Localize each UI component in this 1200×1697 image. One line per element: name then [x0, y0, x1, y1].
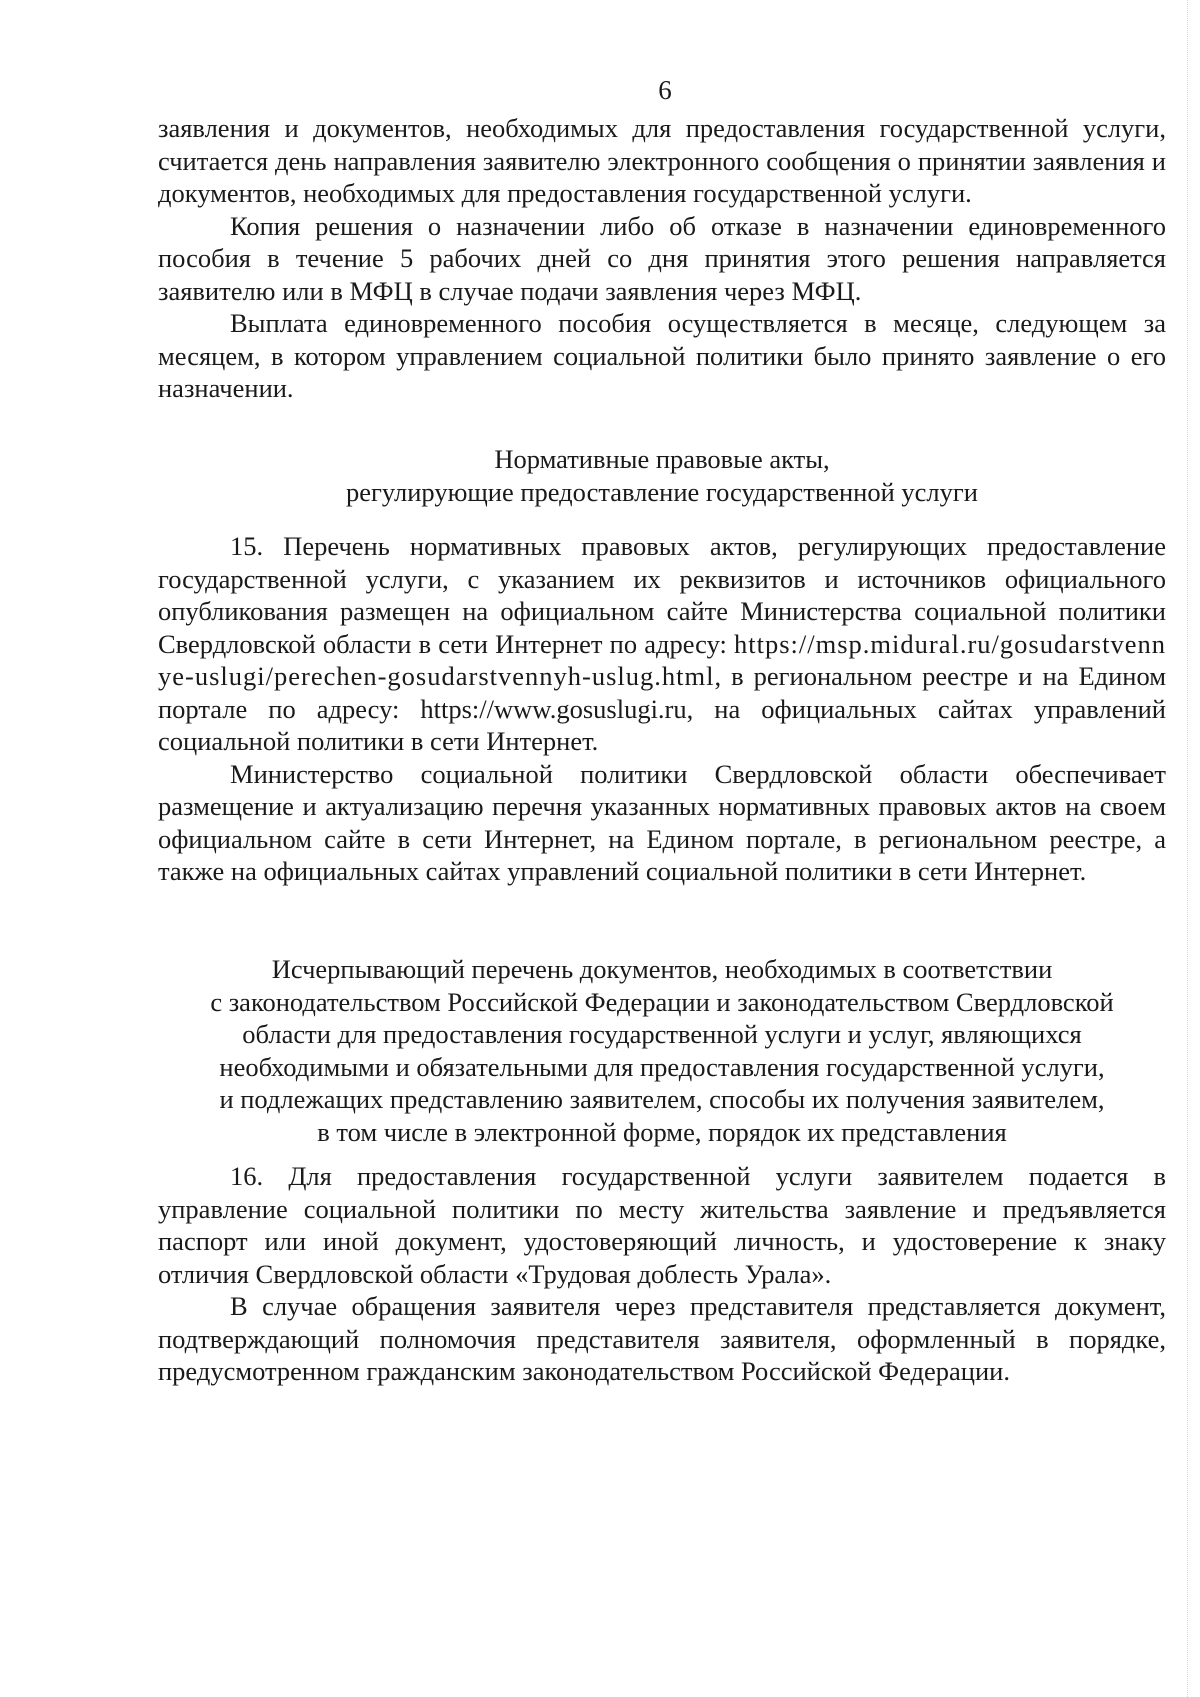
- section-required-documents: [158, 1160, 1166, 1388]
- heading-required-documents-line-1: Исчерпывающий перечень документов, необходимых в соответствии: [271, 954, 1053, 984]
- heading-required-documents-line-6: в том числе в электронной форме, порядок их представления: [317, 1116, 1007, 1147]
- page-number: 6: [658, 75, 672, 105]
- paragraph-application-date: заявления и документов, необходимых для предоставления государственной услуги, считается день направления заявителю электронного сообщения о принятии заявления и документов, необходимых для предоставления государственной услуги.: [158, 113, 1166, 208]
- heading-legal-acts-line-1: Нормативные правовые акты,: [494, 444, 830, 474]
- paragraph-16: 16. Для предоставления государственной услуги заявителем подается в управление социальной политики по месту жительства заявление и предъявляется паспорт или иной документ, удостоверяющий личность, и удостоверение к знаку отличия Свердловской области «Трудовая доблесть Урала».: [158, 1161, 1166, 1289]
- heading-legal-acts: [158, 443, 1166, 508]
- heading-required-documents-line-2: с законодательством Российской Федерации и законодательством Свердловской: [210, 986, 1114, 1017]
- paragraph-15-text-a: 15. Перечень нормативных правовых актов, регулирующих предоставление государственной услуги, с указанием их реквизитов и источников официального опубликования размещен на официальном сайте Министерства социальной политики Свердловской области в сети Интернет по адресу:: [158, 531, 1166, 659]
- paragraph-15-text-b: , в региональном реестре и на Едином портале по адресу: https://www.gosuslugi.ru, на официальных сайтах управлений социальной политики в сети Интернет.: [158, 661, 1166, 756]
- section-legal-acts: [158, 530, 1166, 888]
- heading-required-documents-line-3: области для предоставления государственной услуги и услуг, являющихся: [242, 1019, 1082, 1049]
- heading-legal-acts-line-2: регулирующие предоставление государственной услуги: [346, 476, 978, 507]
- scan-edge-line: [1186, 0, 1188, 1697]
- paragraph-representative: В случае обращения заявителя через представителя представляется документ, подтверждающий полномочия представителя заявителя, оформленный в порядке, предусмотренном гражданским законодательством Российской Федерации.: [158, 1291, 1166, 1386]
- paragraph-payment: Выплата единовременного пособия осуществляется в месяце, следующем за месяцем, в котором управлением социальной политики было принято заявление о его назначении.: [158, 308, 1166, 403]
- paragraph-15: [158, 530, 1166, 758]
- section-payment-terms: [158, 112, 1166, 405]
- heading-required-documents-line-4: необходимыми и обязательными для предоставления государственной услуги,: [219, 1051, 1105, 1082]
- paragraph-ministry-duties: Министерство социальной политики Свердловской области обеспечивает размещение и актуализацию перечня указанных нормативных правовых актов на своем официальном сайте в сети Интернет, на Едином портале, в региональном реестре, а также на официальных сайтах управлений социальной политики в сети Интернет.: [158, 758, 1166, 886]
- ministry-link[interactable]: https://msp.midural.ru/gosudarstvennye-uslugi/perechen-gosudarstvennyh-uslug.html: [158, 628, 1166, 691]
- heading-required-documents-line-5: и подлежащих представлению заявителем, способы их получения заявителем,: [219, 1084, 1105, 1114]
- heading-required-documents: [158, 953, 1166, 1148]
- paragraph-decision-copy: Копия решения о назначении либо об отказе в назначении единовременного пособия в течение 5 рабочих дней со дня принятия этого решения направляется заявителю или в МФЦ в случае подачи заявления через МФЦ.: [158, 210, 1166, 306]
